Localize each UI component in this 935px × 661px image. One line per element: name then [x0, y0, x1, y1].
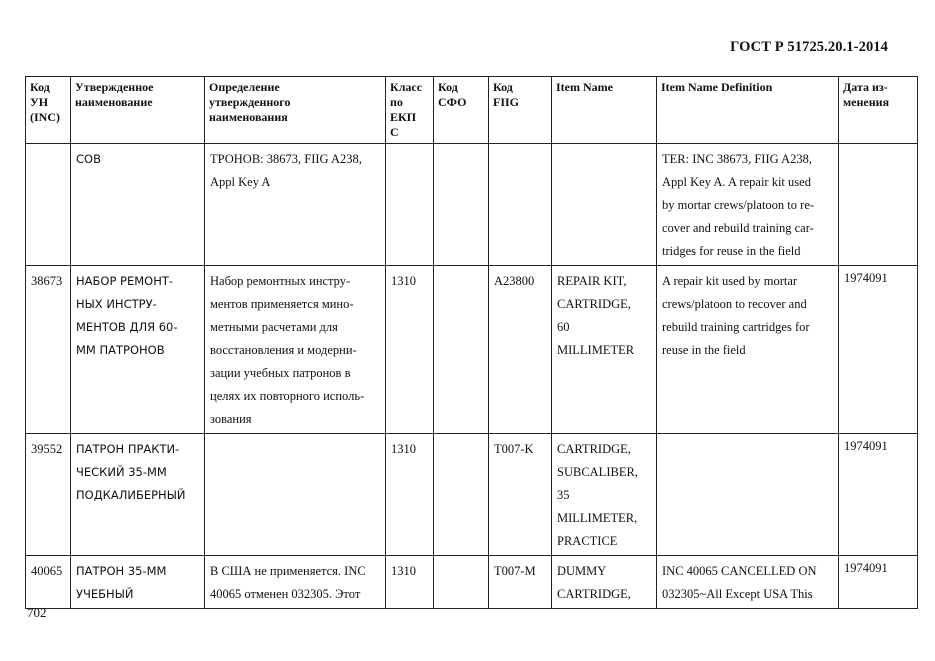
- header-approved-name: [71, 77, 205, 144]
- sfo-cell: [434, 434, 489, 556]
- fiig-cell: [489, 556, 552, 609]
- cell-text: МЕНТОВ ДЛЯ 60-: [76, 320, 178, 334]
- item-definition-cell: [657, 144, 839, 266]
- cell-text: 1310: [391, 442, 416, 456]
- header-sfo: [434, 77, 489, 144]
- class-cell: [386, 266, 434, 434]
- cell-text: 1974091: [844, 561, 888, 575]
- cell-text: 40065 отменен 032305. Этот: [210, 587, 361, 601]
- cell-text: ПАТРОН 35-ММ: [76, 564, 167, 578]
- cell-text: восстановления и модерни-: [210, 343, 357, 357]
- cell-text: 60: [557, 320, 570, 334]
- cell-text: НЫХ ИНСТРУ-: [76, 297, 157, 311]
- header-item-name: [552, 77, 657, 144]
- cell-text: 35: [557, 488, 570, 502]
- table-row: [26, 434, 918, 556]
- header-text: Код: [493, 80, 513, 94]
- cell-text: ЧЕСКИЙ 35-ММ: [76, 465, 167, 479]
- header-text: (INC): [30, 110, 60, 124]
- cell-text: 032305~All Except USA This: [662, 587, 813, 601]
- inc-cell: [26, 556, 71, 609]
- cell-text: 38673: [31, 274, 63, 288]
- cell-text: зования: [210, 412, 252, 426]
- cell-text: ментов применяется мино-: [210, 297, 354, 311]
- inc-cell: [26, 144, 71, 266]
- cell-text: ПОДКАЛИБЕРНЫЙ: [76, 488, 186, 502]
- cell-text: Набор ремонтных инстру-: [210, 274, 351, 288]
- class-cell: [386, 434, 434, 556]
- cell-text: CARTRIDGE,: [557, 442, 631, 456]
- cell-text: СОВ: [76, 152, 101, 166]
- header-text: FIIG: [493, 95, 520, 109]
- header-class: [386, 77, 434, 144]
- change-date-cell: [839, 556, 918, 609]
- cell-text: метными расчетами для: [210, 320, 338, 334]
- item-name-cell: [552, 556, 657, 609]
- cell-text: cover and rebuild training car-: [662, 221, 814, 235]
- cell-text: REPAIR KIT,: [557, 274, 627, 288]
- header-text: Item Name: [556, 80, 613, 94]
- header-text: наименование: [75, 95, 153, 109]
- header-row: [26, 77, 918, 144]
- header-item-definition: [657, 77, 839, 144]
- cell-text: ТРОНОВ: 38673, FIIG A238,: [210, 152, 362, 166]
- cell-text: MILLIMETER: [557, 343, 635, 357]
- cell-text: rebuild training cartridges for: [662, 320, 810, 334]
- definition-cell: [205, 434, 386, 556]
- definition-cell: [205, 556, 386, 609]
- table-row: [26, 144, 918, 266]
- header-text: по: [390, 95, 403, 109]
- definition-cell: [205, 144, 386, 266]
- cell-text: T007-K: [494, 442, 534, 456]
- cell-text: A23800: [494, 274, 535, 288]
- cell-text: reuse in the field: [662, 343, 746, 357]
- sfo-cell: [434, 266, 489, 434]
- item-definition-cell: [657, 556, 839, 609]
- cell-text: ММ ПАТРОНОВ: [76, 343, 165, 357]
- change-date-cell: [839, 266, 918, 434]
- cell-text: DUMMY: [557, 564, 607, 578]
- cell-text: tridges for reuse in the field: [662, 244, 801, 258]
- header-definition: [205, 77, 386, 144]
- cell-text: 1310: [391, 274, 416, 288]
- item-definition-cell: [657, 266, 839, 434]
- inc-cell: [26, 434, 71, 556]
- cell-text: INC 40065 CANCELLED ON: [662, 564, 817, 578]
- approved-name-cell: [71, 556, 205, 609]
- change-date-cell: [839, 434, 918, 556]
- cell-text: CARTRIDGE,: [557, 587, 631, 601]
- cell-text: A repair kit used by mortar: [662, 274, 798, 288]
- cell-text: целях их повторного исполь-: [210, 389, 365, 403]
- cell-text: 1974091: [844, 439, 888, 453]
- class-cell: [386, 144, 434, 266]
- cell-text: crews/platoon to recover and: [662, 297, 807, 311]
- cell-text: by mortar crews/platoon to re-: [662, 198, 815, 212]
- header-text: Дата из-: [843, 80, 888, 94]
- table-row: [26, 556, 918, 609]
- definition-cell: [205, 266, 386, 434]
- fiig-cell: [489, 266, 552, 434]
- header-text: С: [390, 125, 399, 139]
- cell-text: T007-M: [494, 564, 536, 578]
- page-number: 702: [27, 605, 47, 620]
- header-inc: [26, 77, 71, 144]
- table-body: [26, 144, 918, 609]
- inc-cell: [26, 266, 71, 434]
- cell-text: Appl Key A. A repair kit used: [662, 175, 811, 189]
- header-text: ЕКП: [390, 110, 417, 124]
- header-change-date: [839, 77, 918, 144]
- cell-text: CARTRIDGE,: [557, 297, 631, 311]
- sfo-cell: [434, 144, 489, 266]
- cell-text: PRACTICE: [557, 534, 618, 548]
- cell-text: 1310: [391, 564, 416, 578]
- change-date-cell: [839, 144, 918, 266]
- header-text: менения: [843, 95, 890, 109]
- item-name-cell: [552, 144, 657, 266]
- catalog-table: [25, 76, 918, 609]
- header-text: Утвержденное: [75, 80, 154, 94]
- header-text: Класс: [390, 80, 423, 94]
- cell-text: Appl Key A: [210, 175, 271, 189]
- item-definition-cell: [657, 434, 839, 556]
- header-text: УН: [30, 95, 49, 109]
- header-text: Код: [438, 80, 458, 94]
- item-name-cell: [552, 266, 657, 434]
- cell-text: УЧЕБНЫЙ: [76, 587, 134, 601]
- fiig-cell: [489, 434, 552, 556]
- document-title: ГОСТ Р 51725.20.1-2014: [730, 39, 888, 55]
- table-row: [26, 266, 918, 434]
- header-text: наименования: [209, 110, 288, 124]
- header-text: СФО: [438, 95, 467, 109]
- item-name-cell: [552, 434, 657, 556]
- sfo-cell: [434, 556, 489, 609]
- header-fiig: [489, 77, 552, 144]
- cell-text: НАБОР РЕМОНТ-: [76, 274, 174, 288]
- cell-text: SUBCALIBER,: [557, 465, 638, 479]
- cell-text: MILLIMETER,: [557, 511, 638, 525]
- approved-name-cell: [71, 266, 205, 434]
- cell-text: TER: INC 38673, FIIG A238,: [662, 152, 812, 166]
- class-cell: [386, 556, 434, 609]
- header-text: утвержденного: [209, 95, 291, 109]
- cell-text: 39552: [31, 442, 63, 456]
- approved-name-cell: [71, 144, 205, 266]
- cell-text: 1974091: [844, 271, 888, 285]
- cell-text: зации учебных патронов в: [210, 366, 351, 380]
- cell-text: В США не применяется. INC: [210, 564, 366, 578]
- header-text: Код: [30, 80, 50, 94]
- cell-text: ПАТРОН ПРАКТИ-: [76, 442, 180, 456]
- fiig-cell: [489, 144, 552, 266]
- header-text: Item Name Definition: [661, 80, 773, 94]
- cell-text: 40065: [31, 564, 63, 578]
- header-text: Определение: [209, 80, 280, 94]
- approved-name-cell: [71, 434, 205, 556]
